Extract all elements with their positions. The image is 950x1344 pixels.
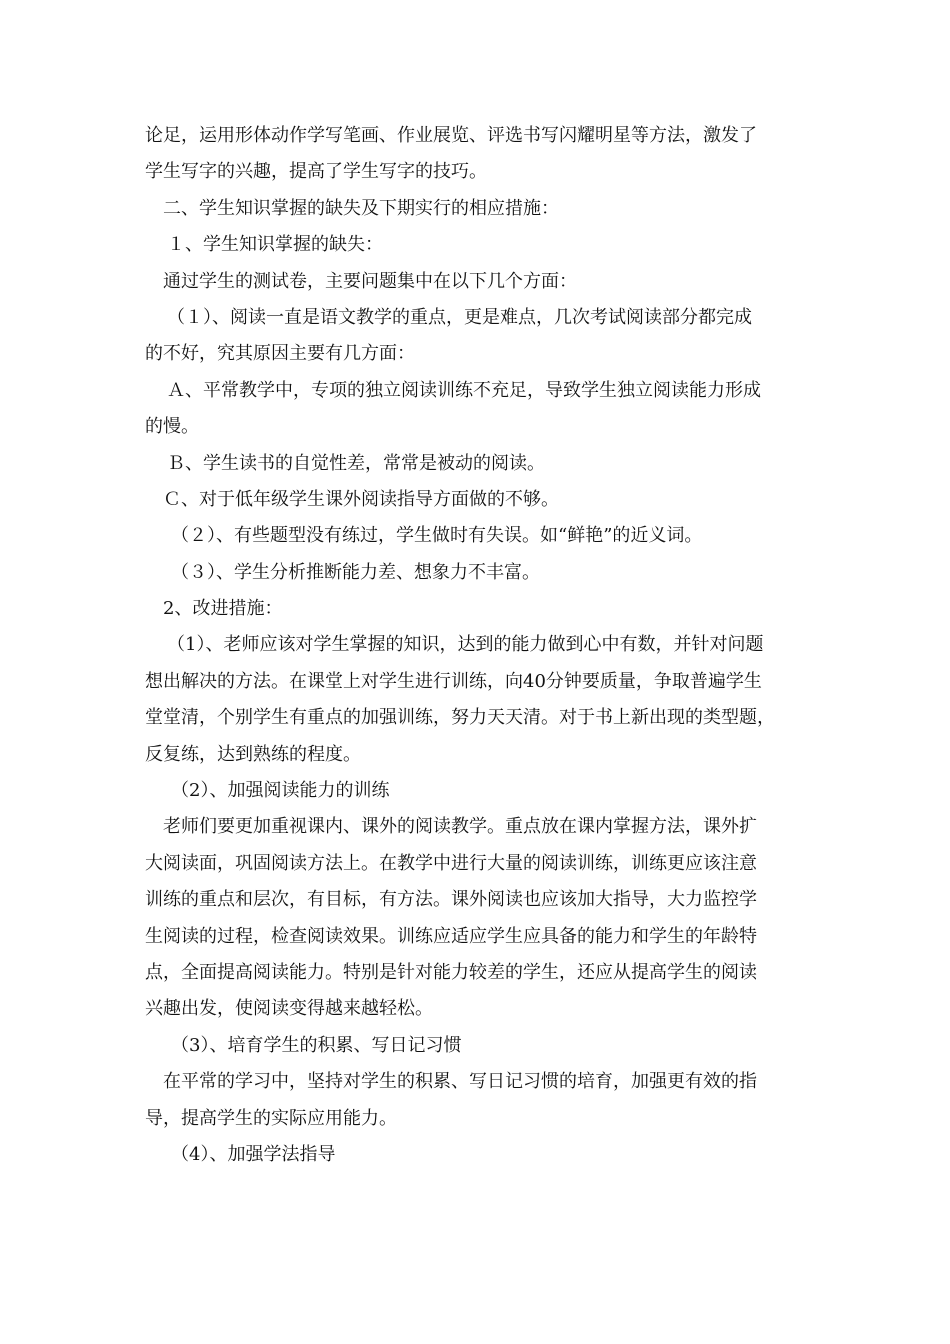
paragraph-line: 训练的重点和层次，有目标，有方法。课外阅读也应该加大指导，大力监控学 [145,889,757,911]
paragraph-line: 在平常的学习中，坚持对学生的积累、写日记习惯的培育，加强更有效的指 [163,1071,757,1093]
subsection-heading: １、学生知识掌握的缺失： [167,234,383,256]
list-item-line: （1）、老师应该对学生掌握的知识，达到的能力做到心中有数，并针对问题 [167,634,764,656]
paragraph-line: 兴趣出发，使阅读变得越来越轻松。 [145,998,433,1020]
list-item-line: （3）、培育学生的积累、写日记习惯 [171,1034,462,1056]
paragraph-line: 的不好，究其原因主要有几方面： [145,343,415,365]
paragraph-line: 导，提高学生的实际应用能力。 [145,1107,397,1129]
list-item-line: Ｂ、学生读书的自觉性差，常常是被动的阅读。 [167,452,545,474]
list-item-line: Ｃ、对于低年级学生课外阅读指导方面做的不够。 [163,488,559,510]
list-item-line: （4）、加强学法指导 [171,1143,336,1165]
paragraph-line: 的慢。 [145,416,199,438]
paragraph-line: 堂堂清，个别学生有重点的加强训练，努力天天清。对于书上新出现的类型题， [145,707,775,729]
section-heading: 二、学生知识掌握的缺失及下期实行的相应措施： [163,197,559,219]
paragraph-line: 点，全面提高阅读能力。特别是针对能力较差的学生，还应从提高学生的阅读 [145,961,757,983]
list-item-line: （３）、学生分析推断能力差、想象力不丰富。 [171,561,540,583]
subsection-heading: 2、改进措施： [163,598,283,620]
paragraph-line: 学生写字的兴趣，提高了学生写字的技巧。 [145,161,487,183]
paragraph-line: 老师们要更加重视课内、课外的阅读教学。重点放在课内掌握方法，课外扩 [163,816,757,838]
paragraph-line: 想出解决的方法。在课堂上对学生进行训练，向40分钟要质量，争取普遍学生 [145,670,762,692]
paragraph-line: 大阅读面，巩固阅读方法上。在教学中进行大量的阅读训练，训练更应该注意 [145,852,757,874]
paragraph-line: 生阅读的过程，检查阅读效果。训练应适应学生应具备的能力和学生的年龄特 [145,925,757,947]
paragraph-line: 论足，运用形体动作学写笔画、作业展览、评选书写闪耀明星等方法，激发了 [145,125,757,146]
paragraph-line: 通过学生的测试卷，主要问题集中在以下几个方面： [163,270,577,292]
list-item-line: Ａ、平常教学中，专项的独立阅读训练不充足，导致学生独立阅读能力形成 [167,379,761,401]
list-item-line: （２）、有些题型没有练过，学生做时有失误。如“鲜艳”的近义词。 [171,525,703,547]
document-body [145,118,810,1173]
list-item-line: （１）、阅读一直是语文教学的重点，更是难点，几次考试阅读部分都完成 [167,306,752,328]
list-item-line: （2）、加强阅读能力的训练 [171,780,390,802]
paragraph-line: 反复练，达到熟练的程度。 [145,743,361,765]
